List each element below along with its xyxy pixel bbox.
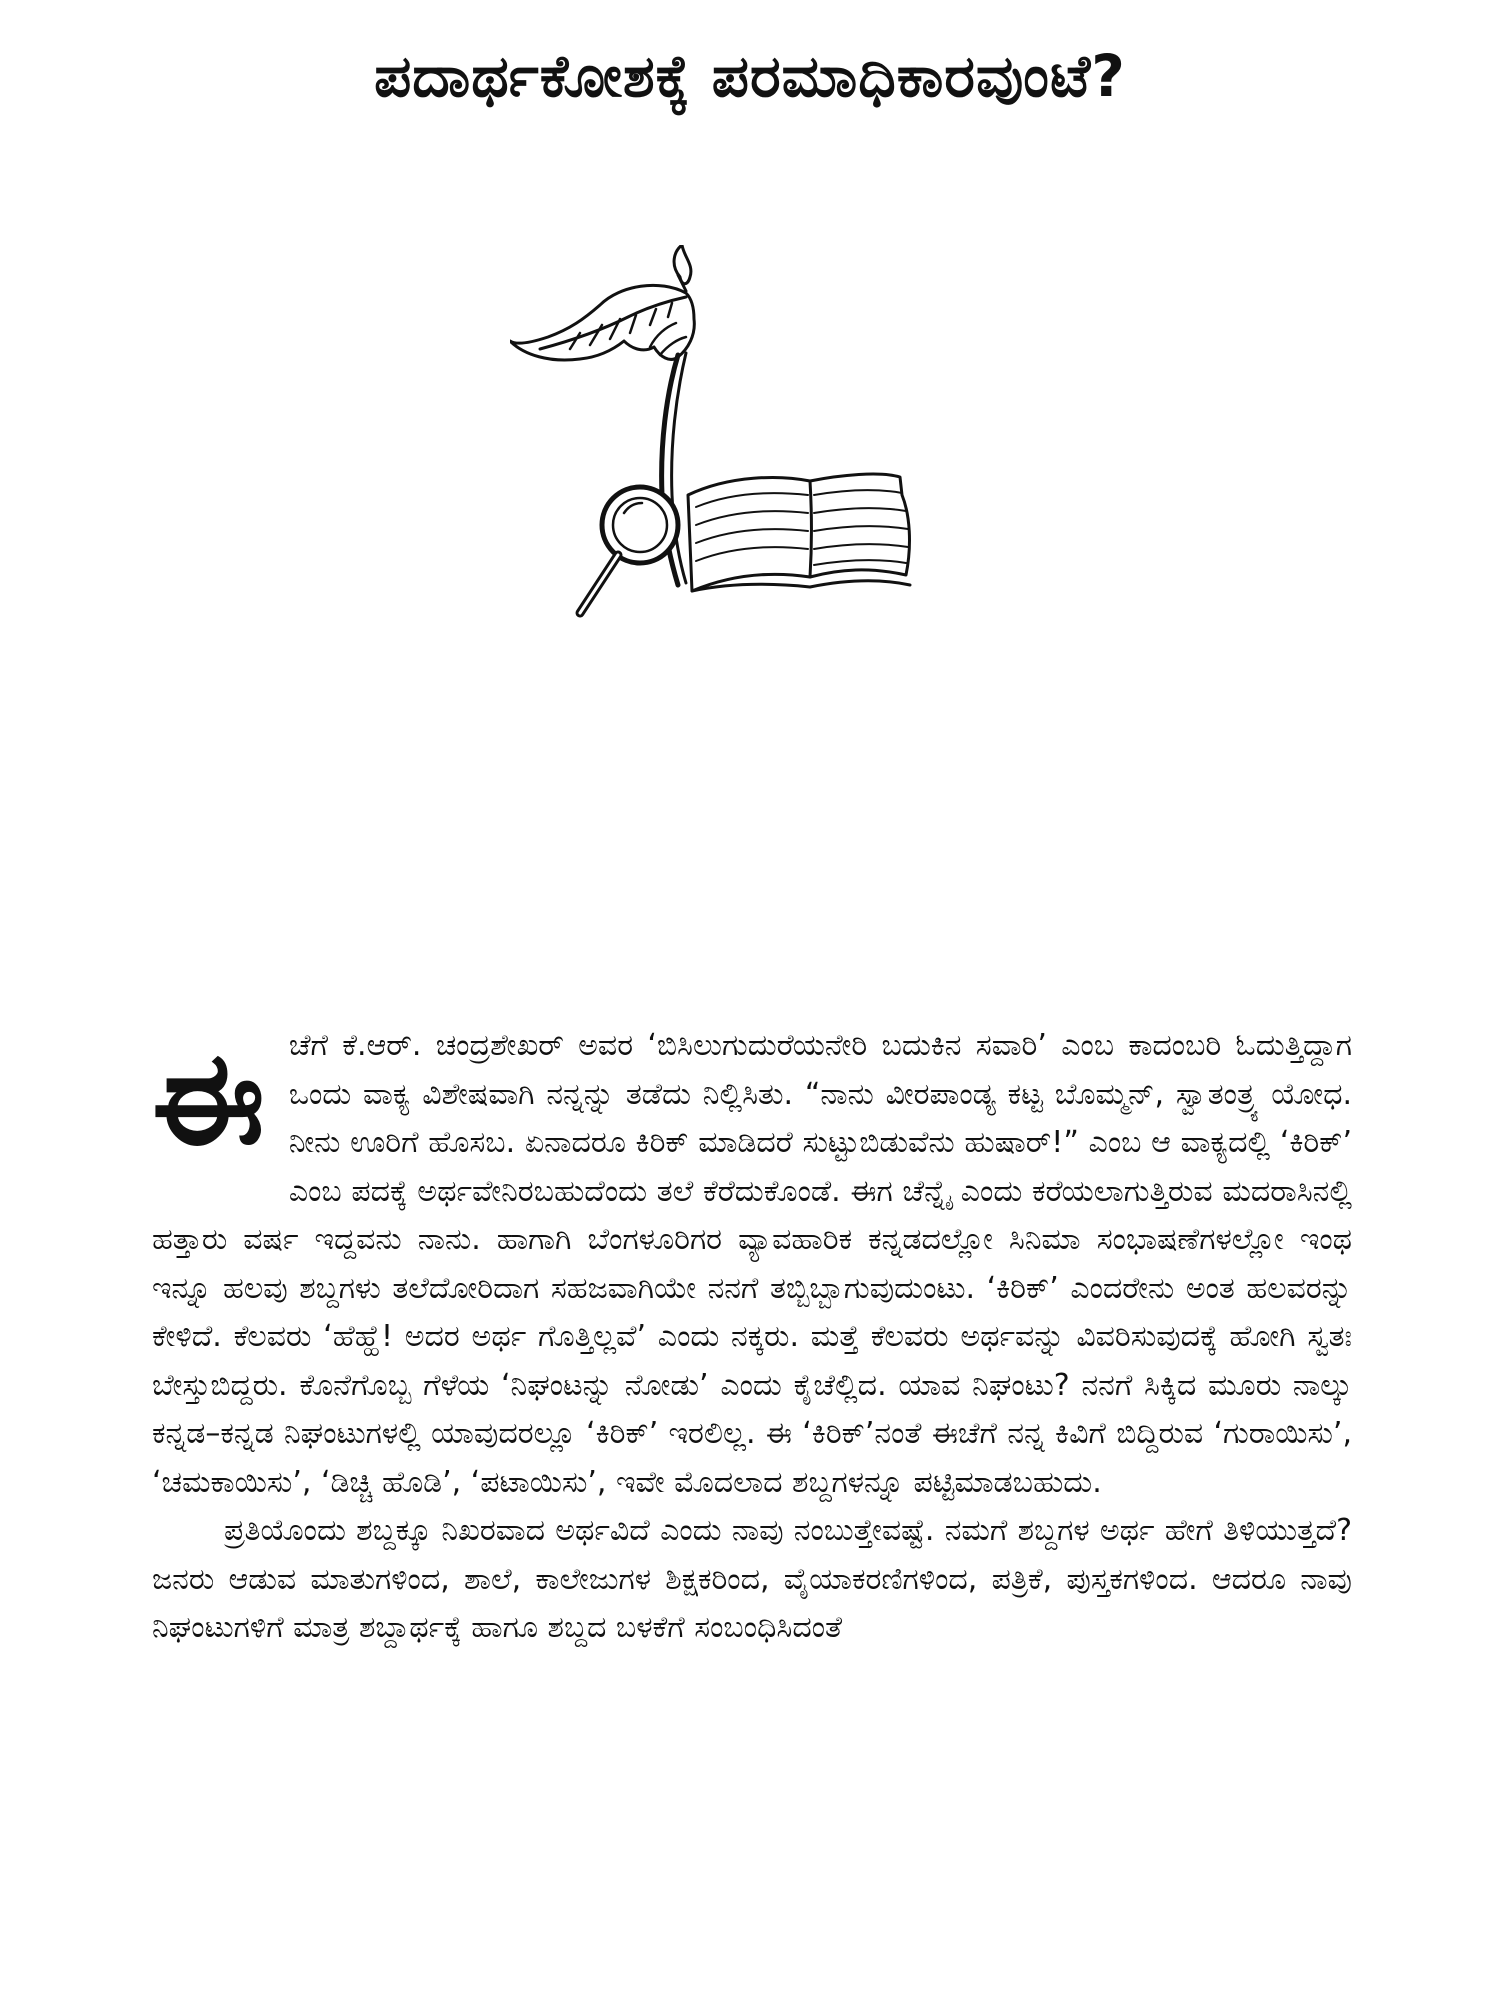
paragraph-2-text: ಪ್ರತಿಯೊಂದು ಶಬ್ದಕ್ಕೂ ನಿಖರವಾದ ಅರ್ಥವಿದೆ ಎಂದು ನಾವು ನಂಬುತ್ತೇವಷ್ಟೆ. ನಮಗೆ ಶಬ್ದಗಳ ಅರ್ಥ ಹೇಗೆ ತಿಳಿಯುತ್ತದೆ? ಜನರು ಆಡುವ ಮಾತುಗಳಿಂದ, ಶಾಲೆ, ಕಾಲೇಜುಗಳ ಶಿಕ್ಷಕರಿಂದ, ವೈಯಾಕರಣಿಗಳಿಂದ, ಪತ್ರಿಕೆ, ಪುಸ್ತಕಗಳಿಂದ. ಆದರೂ ನಾವು ನಿಘಂಟುಗಳಿಗೆ ಮಾತ್ರ ಶಬ್ದಾರ್ಥಕ್ಕೆ ಹಾಗೂ ಶಬ್ದದ ಬಳಕೆಗೆ ಸಂಬಂಧಿಸಿದಂತೆ <box>152 1513 1352 1645</box>
page-title: ಪದಾರ್ಥಕೋಶಕ್ಕೆ ಪರಮಾಧಿಕಾರವುಂಟೆ? <box>374 42 1126 110</box>
paragraph-1-text: ಚೆಗೆ ಕೆ.ಆರ್. ಚಂದ್ರಶೇಖರ್ ಅವರ ‘ಬಿಸಿಲುಗುದುರೆಯನೇರಿ ಬದುಕಿನ ಸವಾರಿ’ ಎಂಬ ಕಾದಂಬರಿ ಓದುತ್ತಿದ್ದಾಗ ಒಂದು ವಾಕ್ಯ ವಿಶೇಷವಾಗಿ ನನ್ನನ್ನು ತಡೆದು ನಿಲ್ಲಿಸಿತು. “ನಾನು ವೀರಪಾಂಡ್ಯ ಕಟ್ಟ ಬೊಮ್ಮನ್, ಸ್ವಾತಂತ್ರ್ಯ ಯೋಧ. ನೀನು ಊರಿಗೆ ಹೊಸಬ. ಏನಾದರೂ ಕಿರಿಕ್ ಮಾಡಿದರೆ ಸುಟ್ಟುಬಿಡುವೆನು ಹುಷಾರ್!” ಎಂಬ ಆ ವಾಕ್ಯದಲ್ಲಿ ‘ಕಿರಿಕ್’ ಎಂಬ ಪದಕ್ಕೆ ಅರ್ಥವೇನಿರಬಹುದೆಂದು ತಲೆ ಕೆರೆದುಕೊಂಡೆ. ಈಗ ಚೆನ್ನೈ ಎಂದು ಕರೆಯಲಾಗುತ್ತಿರುವ ಮದರಾಸಿನಲ್ಲಿ ಹತ್ತಾರು ವರ್ಷ ಇದ್ದವನು ನಾನು. ಹಾಗಾಗಿ ಬೆಂಗಳೂರಿಗರ ವ್ಯಾವಹಾರಿಕ ಕನ್ನಡದಲ್ಲೋ ಸಿನಿಮಾ ಸಂಭಾಷಣೆಗಳಲ್ಲೋ ಇಂಥ ಇನ್ನೂ ಹಲವು ಶಬ್ದಗಳು ತಲೆದೋರಿದಾಗ ಸಹಜವಾಗಿಯೇ ನನಗೆ ತಬ್ಬಿಬ್ಬಾಗುವುದುಂಟು. ‘ಕಿರಿಕ್’ ಎಂದರೇನು ಅಂತ ಹಲವರನ್ನು ಕೇಳಿದೆ. ಕೆಲವರು ‘ಹೆಹ್ಹೆ! ಅದರ ಅರ್ಥ ಗೊತ್ತಿಲ್ಲವೆ’ ಎಂದು ನಕ್ಕರು. ಮತ್ತೆ ಕೆಲವರು ಅರ್ಥವನ್ನು ವಿವರಿಸುವುದಕ್ಕೆ ಹೋಗಿ ಸ್ವತಃ ಬೇಸ್ತುಬಿದ್ದರು. ಕೊನೆಗೊಬ್ಬ ಗೆಳೆಯ ‘ನಿಘಂಟನ್ನು ನೋಡು’ ಎಂದು ಕೈಚೆಲ್ಲಿದ. ಯಾವ ನಿಘಂಟು? ನನಗೆ ಸಿಕ್ಕಿದ ಮೂರು ನಾಲ್ಕು ಕನ್ನಡ–ಕನ್ನಡ ನಿಘಂಟುಗಳಲ್ಲಿ ಯಾವುದರಲ್ಲೂ ‘ಕಿರಿಕ್’ ಇರಲಿಲ್ಲ. ಈ ‘ಕಿರಿಕ್’ನಂತೆ ಈಚೆಗೆ ನನ್ನ ಕಿವಿಗೆ ಬಿದ್ದಿರುವ ‘ಗುರಾಯಿಸು’, ‘ಚಮಕಾಯಿಸು’, ‘ಡಿಚ್ಚಿ ಹೊಡಿ’, ‘ಪಟಾಯಿಸು’, ಇವೇ ಮೊದಲಾದ ಶಬ್ದಗಳನ್ನೂ ಪಟ್ಟಿಮಾಡಬಹುದು. <box>152 1028 1352 1500</box>
drop-cap: ಈ <box>152 1021 265 1174</box>
article-body <box>152 1022 1352 1653</box>
paragraph <box>152 1507 1352 1653</box>
leaf-quill-book-magnifier-icon <box>510 245 1010 630</box>
paragraph <box>152 1022 1352 1507</box>
